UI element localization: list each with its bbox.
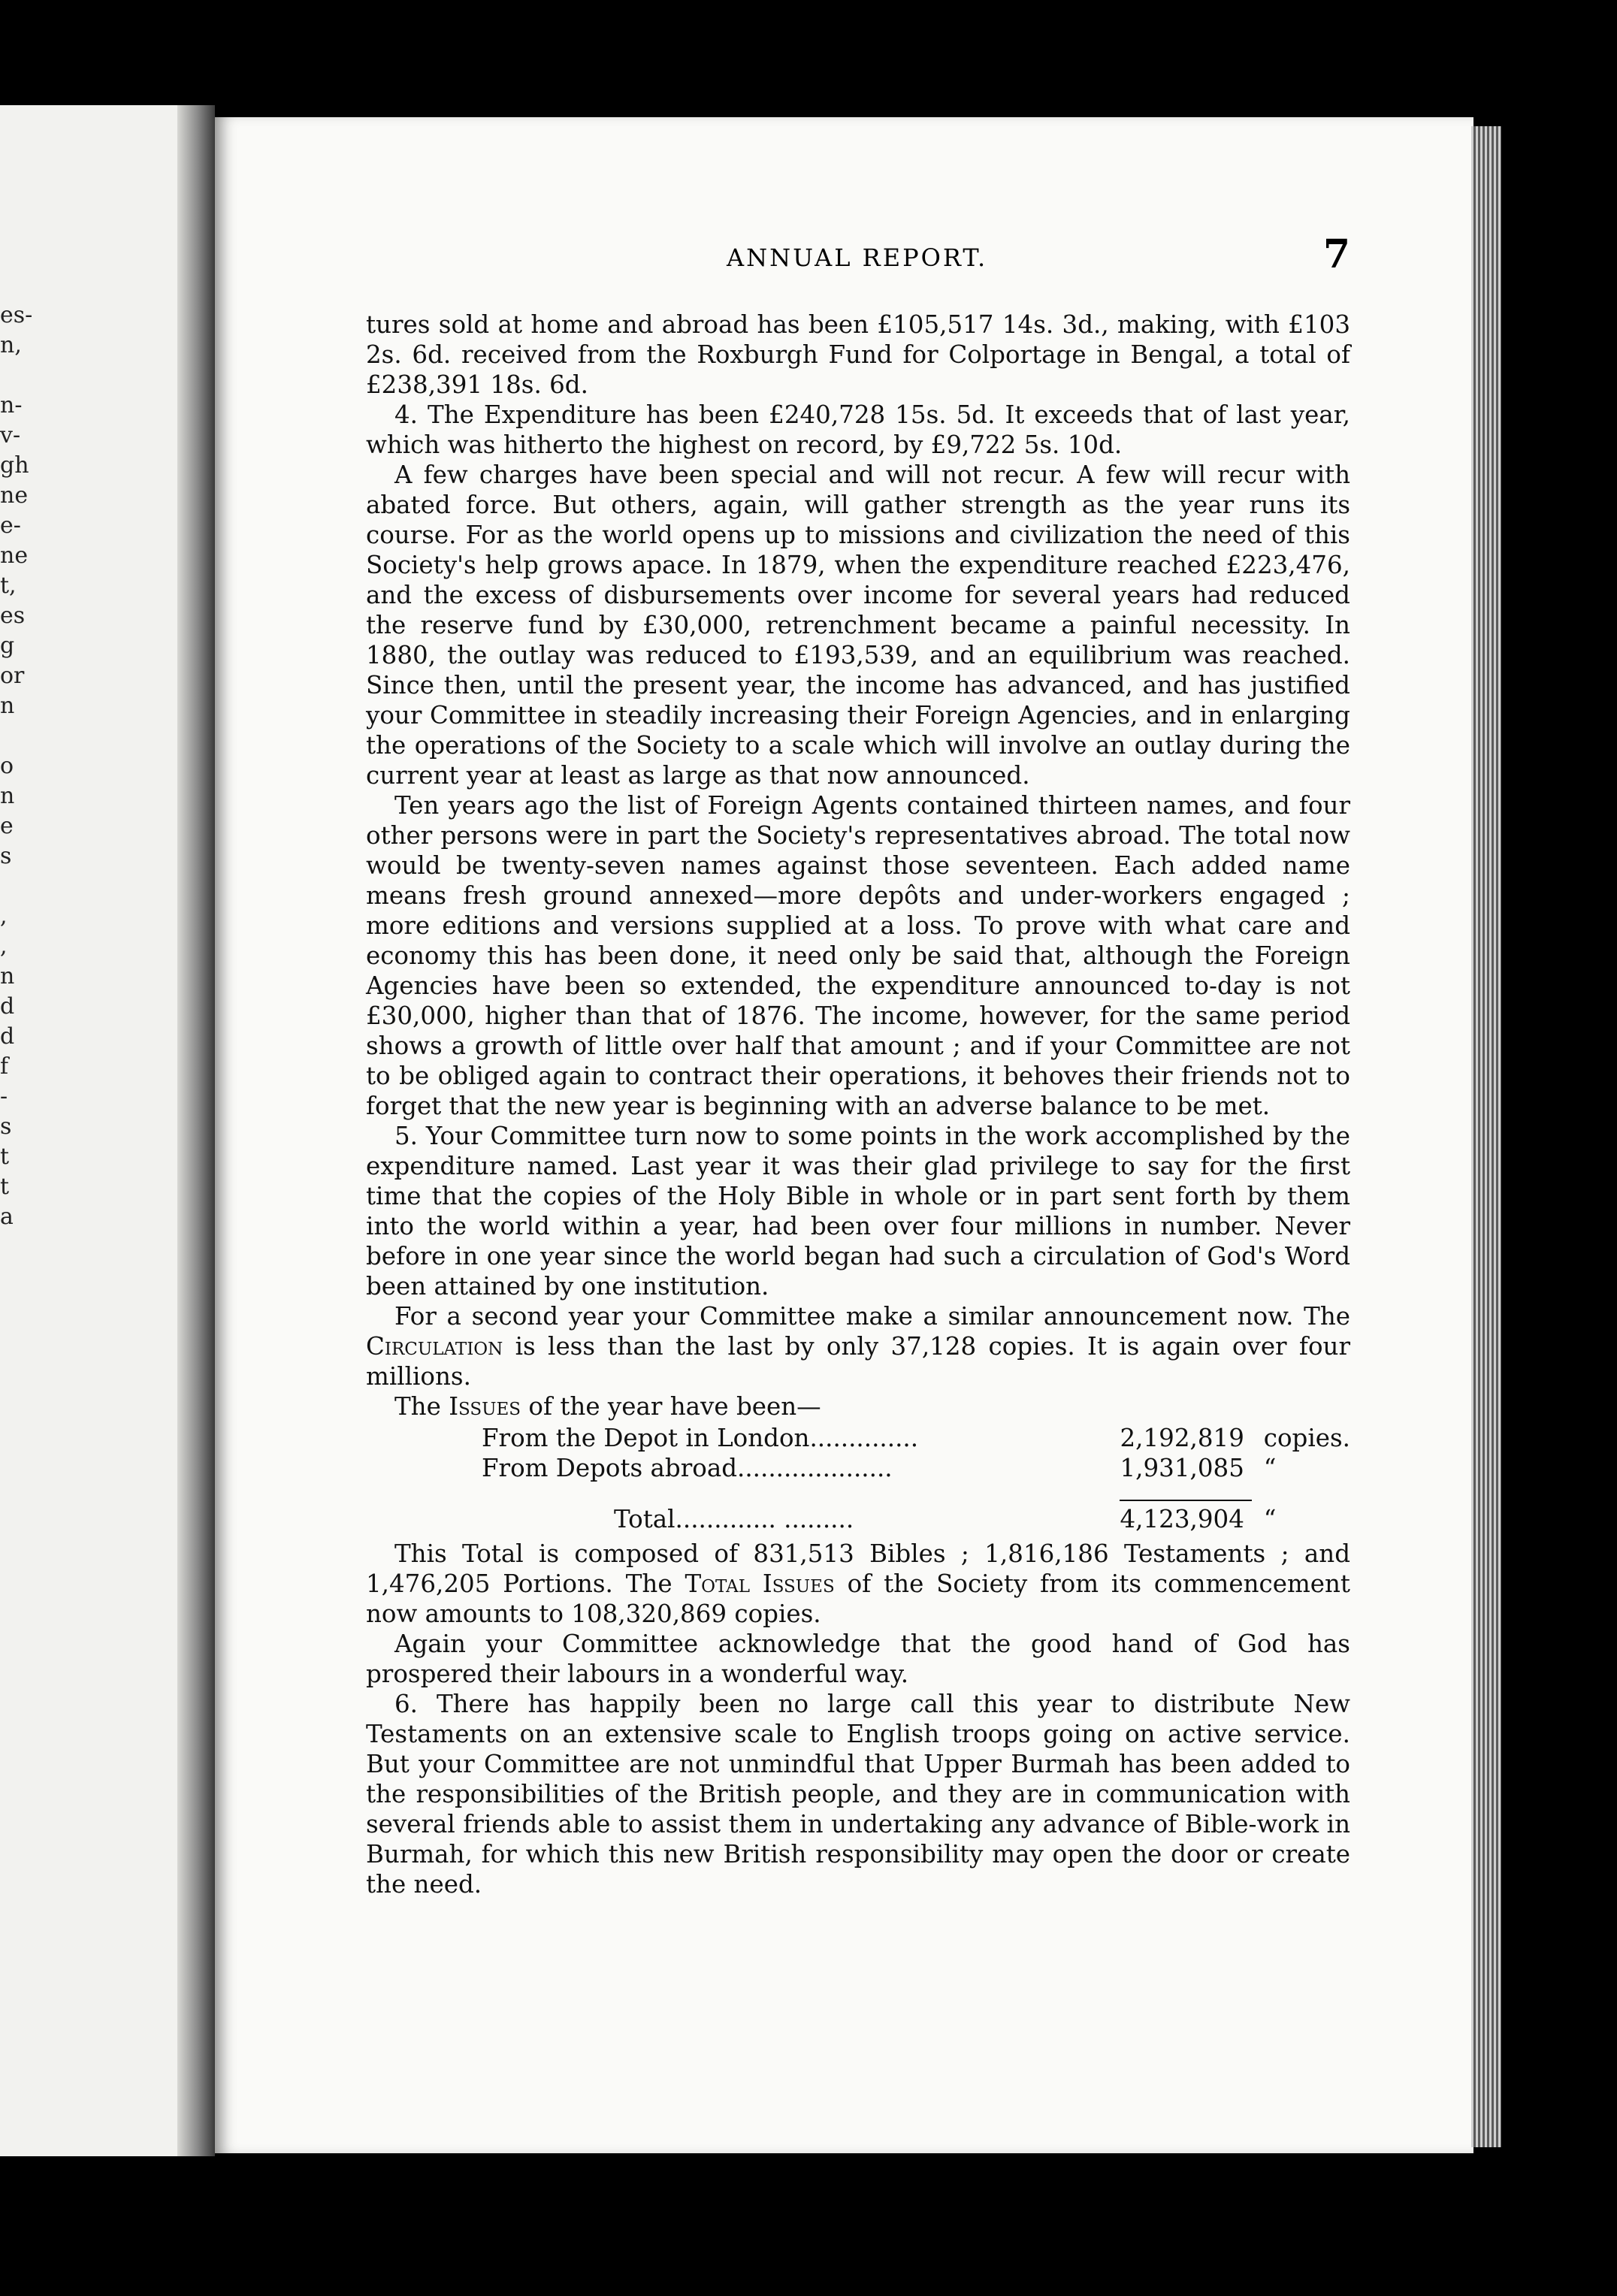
left-page-margin-fragments: es- n, n- v- gh ne e- ne t, es g or n o n e s , , n d d f - s t t a	[0, 302, 33, 1230]
paragraph-3: A few charges have been special and will not recur. A few will recur with abated force. But others, again, will gather strength as the year runs its course. For as the world opens up to missions and civilization the need of this Society's help grows apace. In 1879, when the expenditure reached £223,476, and the excess of disbursements over income for several years had reduced the reserve fund by £30,000, retrenchment became a painful necessity. In 1880, the outlay was reduced to £193,539, and an equilibrium was reached. Since then, until the present year, the income has advanced, and has justified your Committee in steadily increasing their Foreign Agencies, and in enlarging the operations of the Society to a scale which will involve an outlay during the current year at least as large as that now announced.	[366, 461, 1350, 790]
paragraph-10: 6. There has happily been no large call this year to distribute New Testaments on an extensive scale to English troops going on active service. But your Committee are not unmindful that Upper Burmah has been added to the responsibilities of the British people, and they are in communication with several friends able to assist them in undertaking any advance of Bible-work in Burmah, for which this new British responsibility may open the door or create the need.	[366, 1690, 1350, 1899]
paragraph-1: tures sold at home and abroad has been £105,517 14s. 3d., making, with £103 2s. 6d. received from the Roxburgh Fund for Colportage in Bengal, a total of £238,391 18s. 6d.	[366, 310, 1350, 399]
page-number: 7	[1322, 231, 1350, 277]
total-unit: “	[1263, 1505, 1277, 1533]
issues-value: 1,931,085	[1120, 1454, 1244, 1482]
total-rule	[1120, 1500, 1252, 1501]
paragraph-4: Ten years ago the list of Foreign Agents contained thirteen names, and four other persons were in part the Society's representatives abroad. The total now would be twenty-seven names against those seventeen. Each added name means fresh ground annexed—more depôts and under-workers engaged ; more editions and versions supplied at a loss. To prove with what care and economy this has been done, it need only be said that, although the Foreign Agencies have been so extended, the expenditure announced to-day is not £30,000, higher than that of 1876. The income, however, for the same period shows a growth of little over half that amount ; and if your Committee are not to be obliged again to contract their operations, it behoves their friends not to forget that the new year is beginning with an adverse balance to be met.	[366, 791, 1350, 1120]
table-row	[366, 1453, 1350, 1483]
paragraph-2: 4. The Expenditure has been £240,728 15s. 5d. It exceeds that of last year, which was hitherto the highest on record, by £9,722 5s. 10d.	[366, 400, 1350, 459]
paragraph-8: This Total is composed of 831,513 Bibles ; 1,816,186 Testaments ; and 1,476,205 Portions. The Total Issues of the Society from its commencement now amounts to 108,320,869 copies.	[366, 1539, 1350, 1628]
page-edge-stack	[1471, 126, 1501, 2147]
issues-label: From the Depot in London..............	[482, 1424, 919, 1452]
running-head	[366, 231, 1350, 281]
issues-unit: copies.	[1263, 1424, 1350, 1452]
small-caps-term: Issues	[449, 1392, 521, 1421]
paragraph-9: Again your Committee acknowledge that the good hand of God has prospered their labours in a wonderful way.	[366, 1630, 1350, 1688]
issues-unit: “	[1263, 1454, 1277, 1482]
header-title: ANNUAL REPORT.	[727, 243, 988, 272]
small-caps-term: Circulation	[366, 1332, 503, 1361]
table-row	[366, 1423, 1350, 1453]
body-text	[366, 310, 1350, 1899]
paragraph-6: For a second year your Committee make a similar announcement now. The Circulation is less than the last by only 37,128 copies. It is again over four millions.	[366, 1302, 1350, 1391]
paragraph-7: The Issues of the year have been—	[394, 1392, 821, 1421]
table-total-row	[366, 1483, 1350, 1534]
total-value: 4,123,904	[1120, 1505, 1244, 1533]
total-cell	[1120, 1483, 1254, 1534]
issues-table	[366, 1423, 1350, 1534]
book-gutter	[177, 105, 215, 2156]
small-caps-term: Total Issues	[685, 1569, 835, 1598]
total-label: Total............. .........	[614, 1505, 854, 1533]
paragraph-5: 5. Your Committee turn now to some points in the work accomplished by the expenditure named. Last year it was their glad privilege to say for the first time that the copies of the Holy Bible in whole or in part sent forth by them into the world within a year, had been over four millions in number. Never before in one year since the world began had such a circulation of God's Word been attained by one institution.	[366, 1122, 1350, 1301]
issues-label: From Depots abroad....................	[482, 1454, 893, 1482]
issues-value: 2,192,819	[1120, 1424, 1244, 1452]
